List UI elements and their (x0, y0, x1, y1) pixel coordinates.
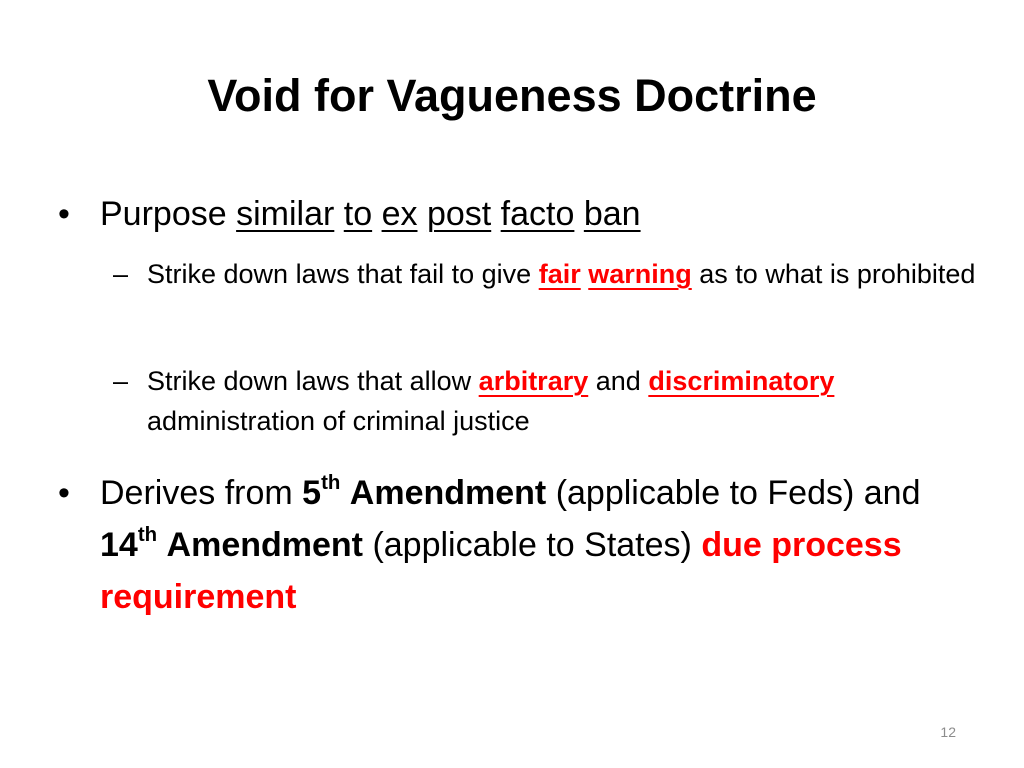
slide-title: Void for Vagueness Doctrine (207, 70, 817, 121)
emphasis-warning: warning (588, 259, 692, 289)
amendment-14-label: Amendment (166, 526, 363, 564)
amendment-14-num: 14 (100, 526, 138, 564)
sub2-mid: and (595, 366, 641, 396)
bullet-purpose-text (100, 190, 958, 238)
underlined-word-facto: facto (500, 195, 575, 233)
bullet-derives-text (100, 467, 938, 623)
sub2-after: administration of criminal justice (147, 406, 530, 436)
sub-bullet-arbitrary (113, 361, 983, 441)
sub2-before: Strike down laws that allow (147, 366, 472, 396)
emphasis-arbitrary: arbitrary (478, 366, 589, 396)
sub-bullet-fair-warning-text (147, 254, 983, 294)
sub-bullet-marker: – (113, 259, 129, 289)
emphasis-fair: fair (538, 259, 581, 289)
sub-bullet-marker: – (113, 366, 129, 396)
emphasis-discriminatory: discriminatory (648, 366, 835, 396)
amendment-14-number (100, 523, 158, 564)
amendment-14-suffix: th (137, 523, 158, 546)
amendment-5-label: Amendment (349, 474, 547, 512)
underlined-word-ban: ban (583, 195, 641, 233)
page-number: 12 (940, 724, 956, 740)
sub1-after: as to what is prohibited (699, 259, 976, 289)
amendment-5-suffix: th (321, 471, 341, 494)
amendment-5-number (302, 471, 341, 512)
underlined-word-post: post (426, 195, 492, 233)
emphasis-due-process: due process requirement (100, 526, 902, 616)
underlined-word-similar: similar (236, 195, 335, 233)
sub-bullet-fair-warning (113, 254, 983, 294)
sub-bullet-arbitrary-text (147, 361, 983, 441)
derives-paren2: (applicable to States) (372, 526, 692, 564)
derives-paren1: (applicable to Feds) and (555, 474, 921, 512)
bullet-marker: • (58, 474, 70, 512)
bullet-derives (58, 467, 938, 623)
bullet-purpose (58, 190, 958, 238)
underlined-word-to: to (343, 195, 373, 233)
sub1-before: Strike down laws that fail to give (147, 259, 532, 289)
derives-before: Derives from (100, 474, 293, 512)
bullet-marker: • (58, 195, 70, 233)
purpose-lead: Purpose (100, 195, 227, 233)
underlined-word-ex: ex (381, 195, 418, 233)
amendment-5-num: 5 (302, 474, 322, 512)
